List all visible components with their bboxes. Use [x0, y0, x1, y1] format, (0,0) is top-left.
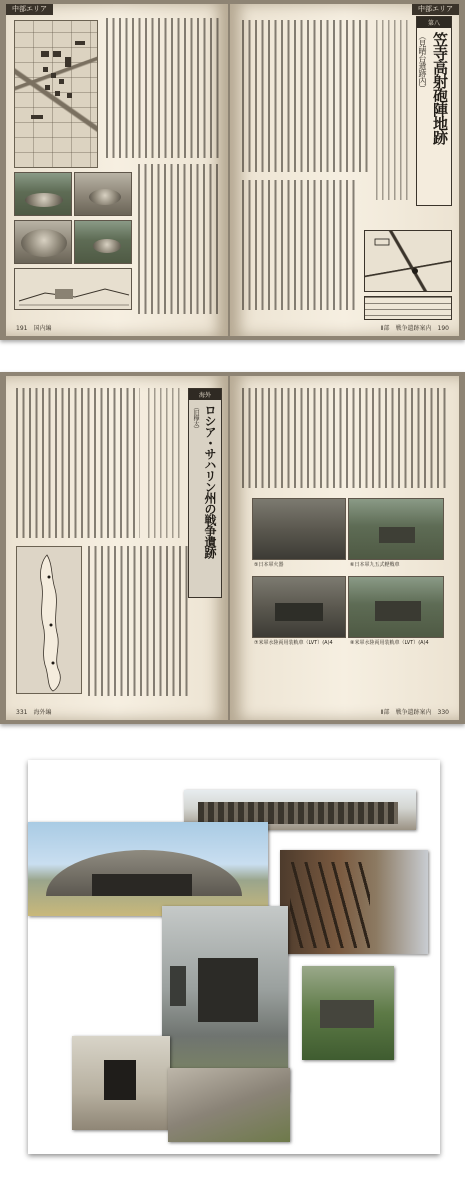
photo-emplacement-3 [14, 220, 72, 264]
section-tag: 海外 [189, 389, 221, 400]
photo-emplacement-1 [14, 172, 72, 216]
photo-collage-card [28, 760, 440, 1154]
sakhalin-map [16, 546, 82, 694]
collage-rubble-photo [168, 1068, 290, 1142]
caption-photo-8: ⑧米軍水陸両用装軌車（LVT）(A)4 [350, 640, 429, 646]
collage-trestle-photo [280, 850, 428, 954]
page-folio-right: Ⅱ部 戦争遺跡案内 190 [380, 325, 449, 332]
photo-type95-tank [348, 498, 444, 560]
access-map-marker [365, 231, 453, 293]
sakhalin-island-outline [17, 547, 83, 695]
collage-tank-photo [302, 966, 394, 1060]
region-tab: 中部エリア [6, 4, 53, 15]
article-title-box [188, 388, 222, 598]
book-spread-1 [0, 0, 465, 340]
body-text-column-lower [136, 164, 220, 314]
article-subtitle: （見晴台遺跡内） [418, 32, 427, 92]
caption-photo-5: ⑤日本軍火器 [254, 562, 284, 568]
photo-japanese-gun [252, 498, 346, 560]
site-map [14, 20, 98, 168]
access-info-box [364, 296, 452, 320]
page-330 [230, 376, 459, 720]
region-tab: 中部エリア [412, 4, 459, 15]
photo-lvt-1 [252, 576, 346, 638]
section-tag: 第八 [417, 17, 451, 28]
article-title: 笠寺高射砲陣地跡 [431, 32, 449, 144]
page-folio-right: Ⅱ部 戦争遺跡案内 330 [380, 709, 449, 716]
body-text-column [104, 18, 220, 158]
page-folio-left: 331 海外編 [16, 709, 52, 716]
photo-emplacement-4 [74, 220, 132, 264]
body-text-column [240, 20, 368, 172]
article-title: ロシア・サハリン州の戦争遺跡 [203, 404, 217, 558]
body-text-column [14, 388, 140, 538]
photo-lvt-2 [348, 576, 444, 638]
page-331 [6, 376, 228, 720]
body-text-column [240, 388, 450, 488]
article-subtitle: （旧樺太） [192, 404, 199, 432]
page-191 [6, 4, 228, 336]
caption-photo-7: ⑦米軍水陸両用装軌車（LVT）(A)4 [254, 640, 333, 646]
book-spread-2 [0, 372, 465, 724]
photo-emplacement-2 [74, 172, 132, 216]
article-title-box [416, 16, 452, 206]
diagram-lines [15, 269, 132, 310]
collage-ruined-building-photo [162, 906, 288, 1092]
collage-pillbox-photo [72, 1036, 170, 1130]
page-folio-left: 191 国内編 [16, 325, 52, 332]
cross-section-diagram [14, 268, 132, 310]
lead-text [374, 20, 412, 200]
body-text-column-lower [240, 180, 358, 310]
collage-hangar-photo [28, 822, 268, 916]
lead-text [146, 388, 184, 538]
body-text-column-2 [86, 546, 190, 696]
access-map [364, 230, 452, 292]
page-190 [230, 4, 459, 336]
caption-photo-6: ⑥日本軍九五式軽戦車 [350, 562, 400, 568]
